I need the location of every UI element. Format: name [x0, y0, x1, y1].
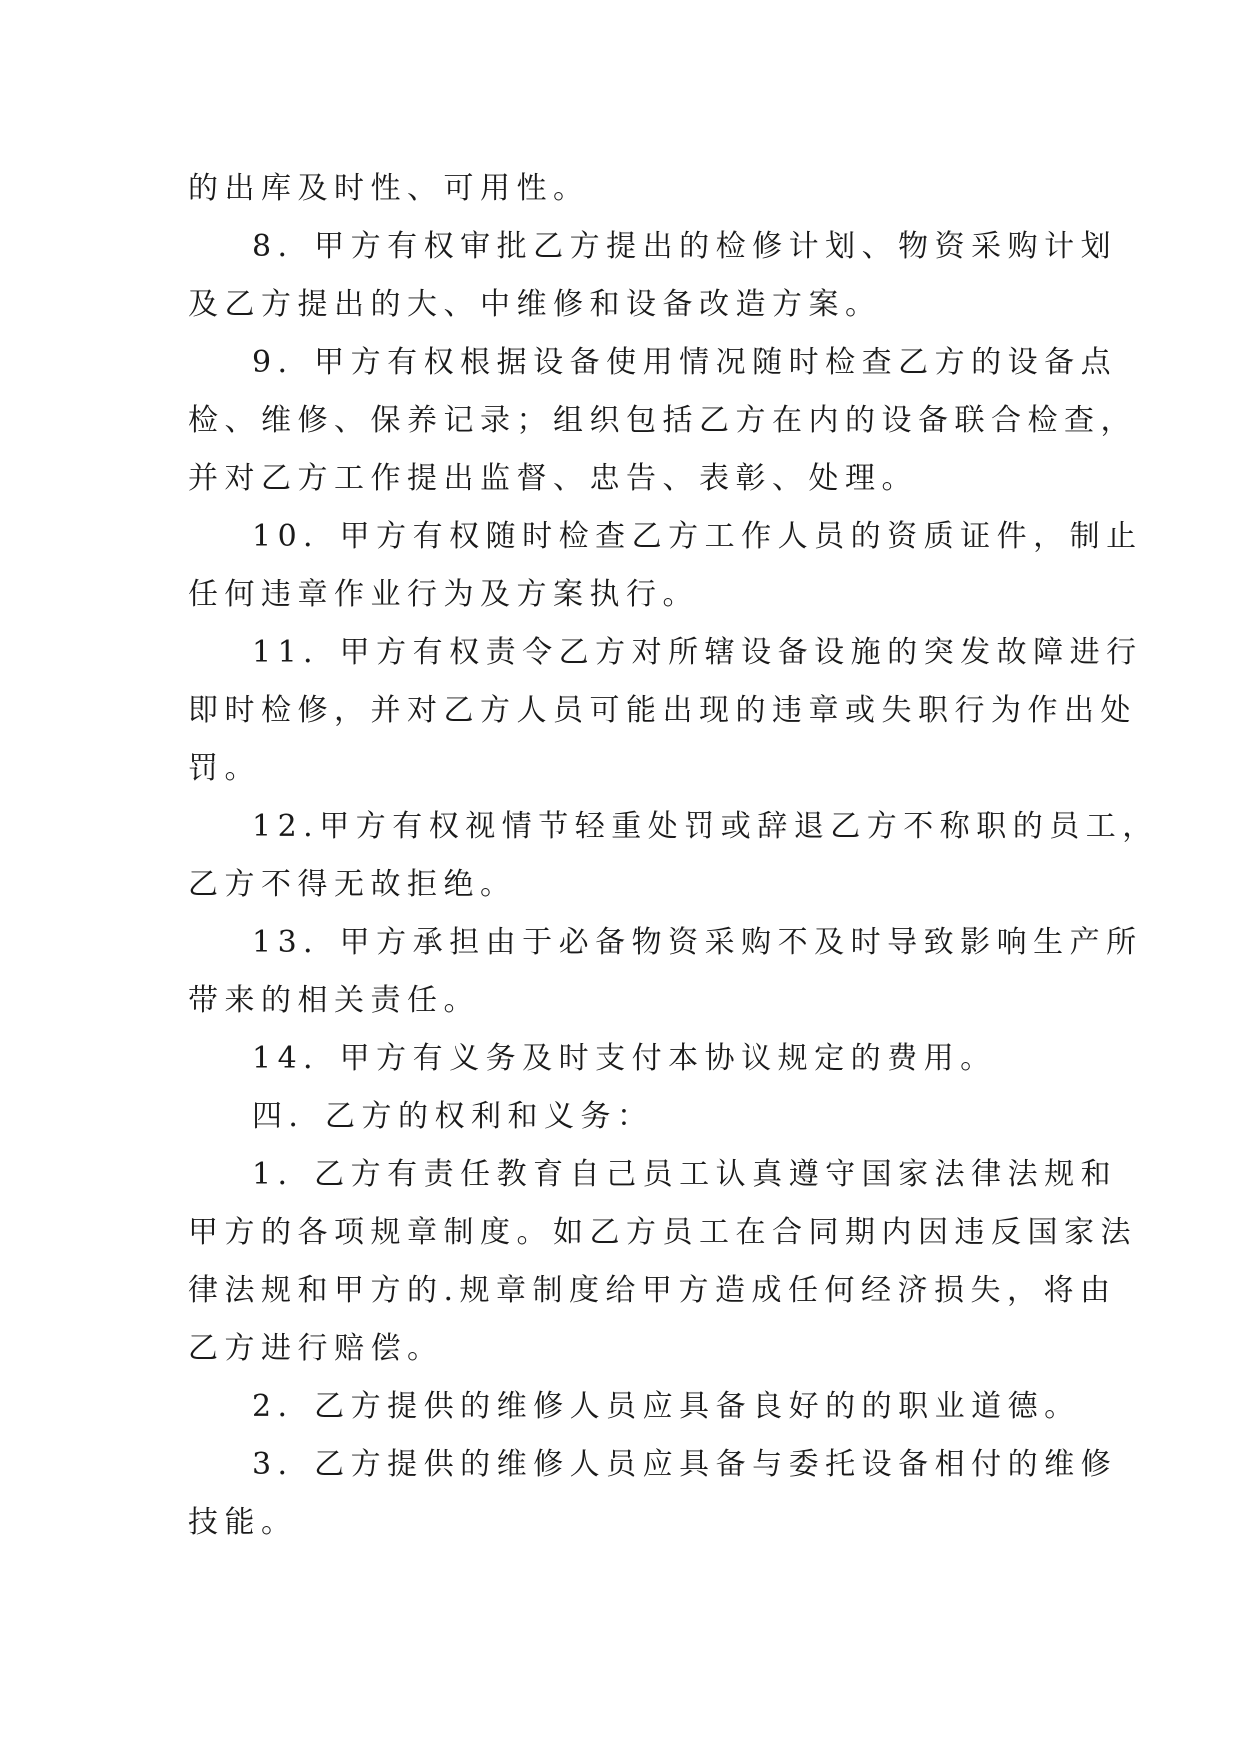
text-line: 律法规和甲方的.规章制度给甲方造成任何经济损失，将由 [188, 1273, 1117, 1308]
text-line: 乙方进行赔偿。 [188, 1331, 444, 1366]
paragraph [188, 1146, 1137, 1378]
text-line: 12.甲方有权视情节轻重处罚或辞退乙方不称职的员工， [252, 809, 1159, 844]
text-line: 四．乙方的权利和义务： [252, 1099, 654, 1134]
paragraph [188, 508, 1143, 624]
document-body [188, 160, 1159, 1552]
text-line: 3．乙方提供的维修人员应具备与委托设备相付的维修 [252, 1447, 1118, 1482]
text-line: 11．甲方有权责令乙方对所辖设备设施的突发故障进行 [252, 635, 1143, 670]
paragraph [188, 798, 1159, 914]
paragraph [188, 1436, 1118, 1552]
text-line: 2．乙方提供的维修人员应具备良好的的职业道德。 [252, 1389, 1081, 1424]
text-line: 带来的相关责任。 [188, 983, 480, 1018]
text-line: 检、维修、保养记录；组织包括乙方在内的设备联合检查， [188, 403, 1137, 438]
text-line: 及乙方提出的大、中维修和设备改造方案。 [188, 287, 882, 322]
text-line: 即时检修，并对乙方人员可能出现的违章或失职行为作出处 [188, 693, 1137, 728]
text-line: 的出库及时性、可用性。 [188, 171, 590, 206]
text-line: 10．甲方有权随时检查乙方工作人员的资质证件，制止 [252, 519, 1143, 554]
paragraph [188, 624, 1143, 798]
text-line: 罚。 [188, 751, 261, 786]
paragraph [188, 1378, 1081, 1436]
text-line: 甲方的各项规章制度。如乙方员工在合同期内因违反国家法 [188, 1215, 1137, 1250]
text-line: 14．甲方有义务及时支付本协议规定的费用。 [252, 1041, 997, 1076]
text-line: 1．乙方有责任教育自己员工认真遵守国家法律法规和 [252, 1157, 1118, 1192]
text-line: 9．甲方有权根据设备使用情况随时检查乙方的设备点 [252, 345, 1118, 380]
paragraph [188, 218, 1118, 334]
paragraph [188, 1030, 1068, 1088]
text-line: 13．甲方承担由于必备物资采购不及时导致影响生产所 [252, 925, 1143, 960]
text-line: 技能。 [188, 1505, 298, 1540]
paragraph [188, 334, 1137, 508]
paragraph [188, 914, 1143, 1030]
paragraph [188, 160, 1068, 218]
text-line: 8．甲方有权审批乙方提出的检修计划、物资采购计划 [252, 229, 1118, 264]
paragraph [188, 1088, 1068, 1146]
text-line: 并对乙方工作提出监督、忠告、表彰、处理。 [188, 461, 918, 496]
text-line: 任何违章作业行为及方案执行。 [188, 577, 699, 612]
text-line: 乙方不得无故拒绝。 [188, 867, 517, 902]
